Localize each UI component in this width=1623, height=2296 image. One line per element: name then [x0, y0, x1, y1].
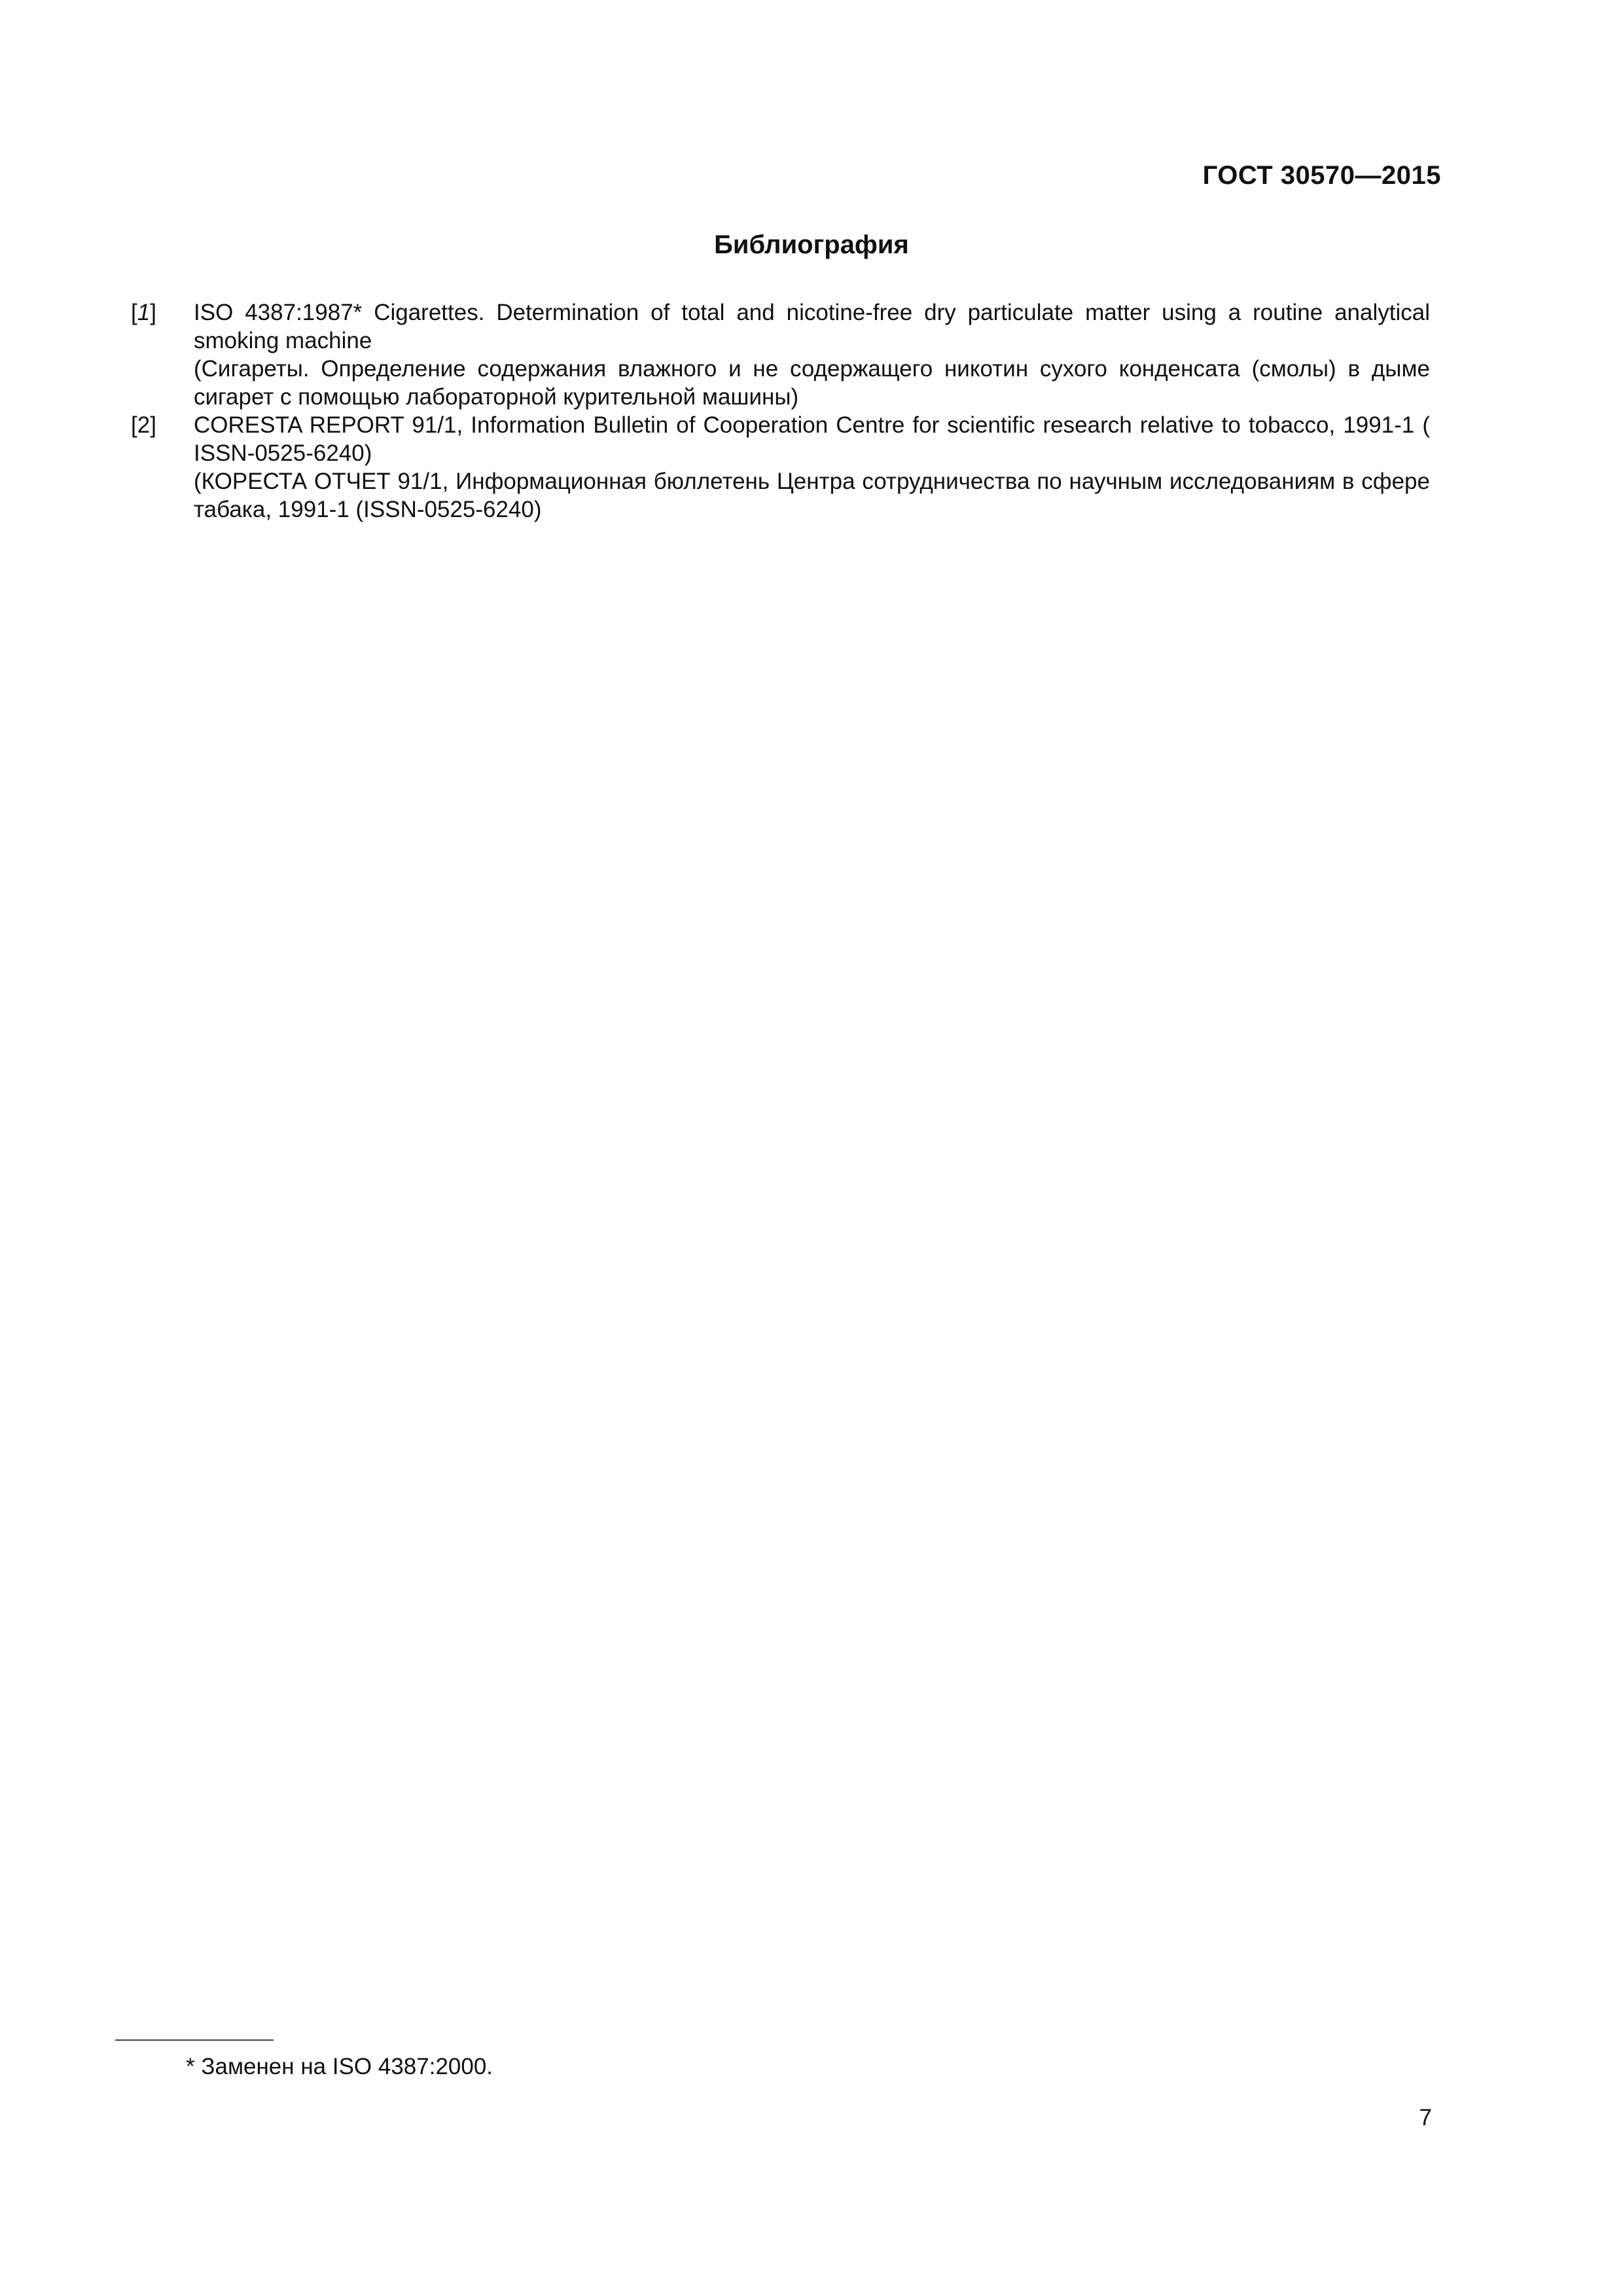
- bracket-open: [: [131, 300, 137, 325]
- page-number: 7: [1419, 2105, 1432, 2130]
- entry-original-title: CORESTA REPORT 91/1, Information Bulletin of Cooperation Centre for scientific research relative to tobacco, 1991-1 ( ISSN-0525-6240): [194, 412, 1430, 466]
- entry-translation: (Сигареты. Определение содержания влажного и не содержащего никотин сухого конденсата (смолы) в дыме сигарет с помощью лабораторной курительной машины): [194, 356, 1430, 410]
- entry-body: [194, 298, 1430, 411]
- entry-translation: (КОРЕСТА ОТЧЕТ 91/1, Информационная бюллетень Центра сотрудничества по научным исследованиям в сфере табака, 1991-1 (ISSN-0525-6240): [194, 469, 1430, 522]
- document-designation: ГОСТ 30570—2015: [1202, 161, 1441, 190]
- entry-number: [131, 411, 194, 439]
- bibliography-entry: [131, 298, 1430, 411]
- bracket-open: [: [131, 412, 137, 438]
- bracket-close: ]: [150, 300, 156, 325]
- bibliography-list: [131, 298, 1430, 524]
- entry-number-value: 2: [137, 412, 151, 438]
- entry-number: [131, 298, 194, 327]
- entry-body: [194, 411, 1430, 524]
- bibliography-entry: [131, 411, 1430, 524]
- entry-number-value: 1: [137, 300, 151, 325]
- footnote: * Заменен на ISO 4387:2000.: [186, 2054, 493, 2079]
- footnote-separator: [115, 2039, 274, 2041]
- bracket-close: ]: [150, 412, 156, 438]
- section-title: Библиография: [714, 230, 909, 259]
- entry-original-title: ISO 4387:1987* Cigarettes. Determination of total and nicotine-free dry particulate matter using a routine analytical smoking machine: [194, 300, 1430, 353]
